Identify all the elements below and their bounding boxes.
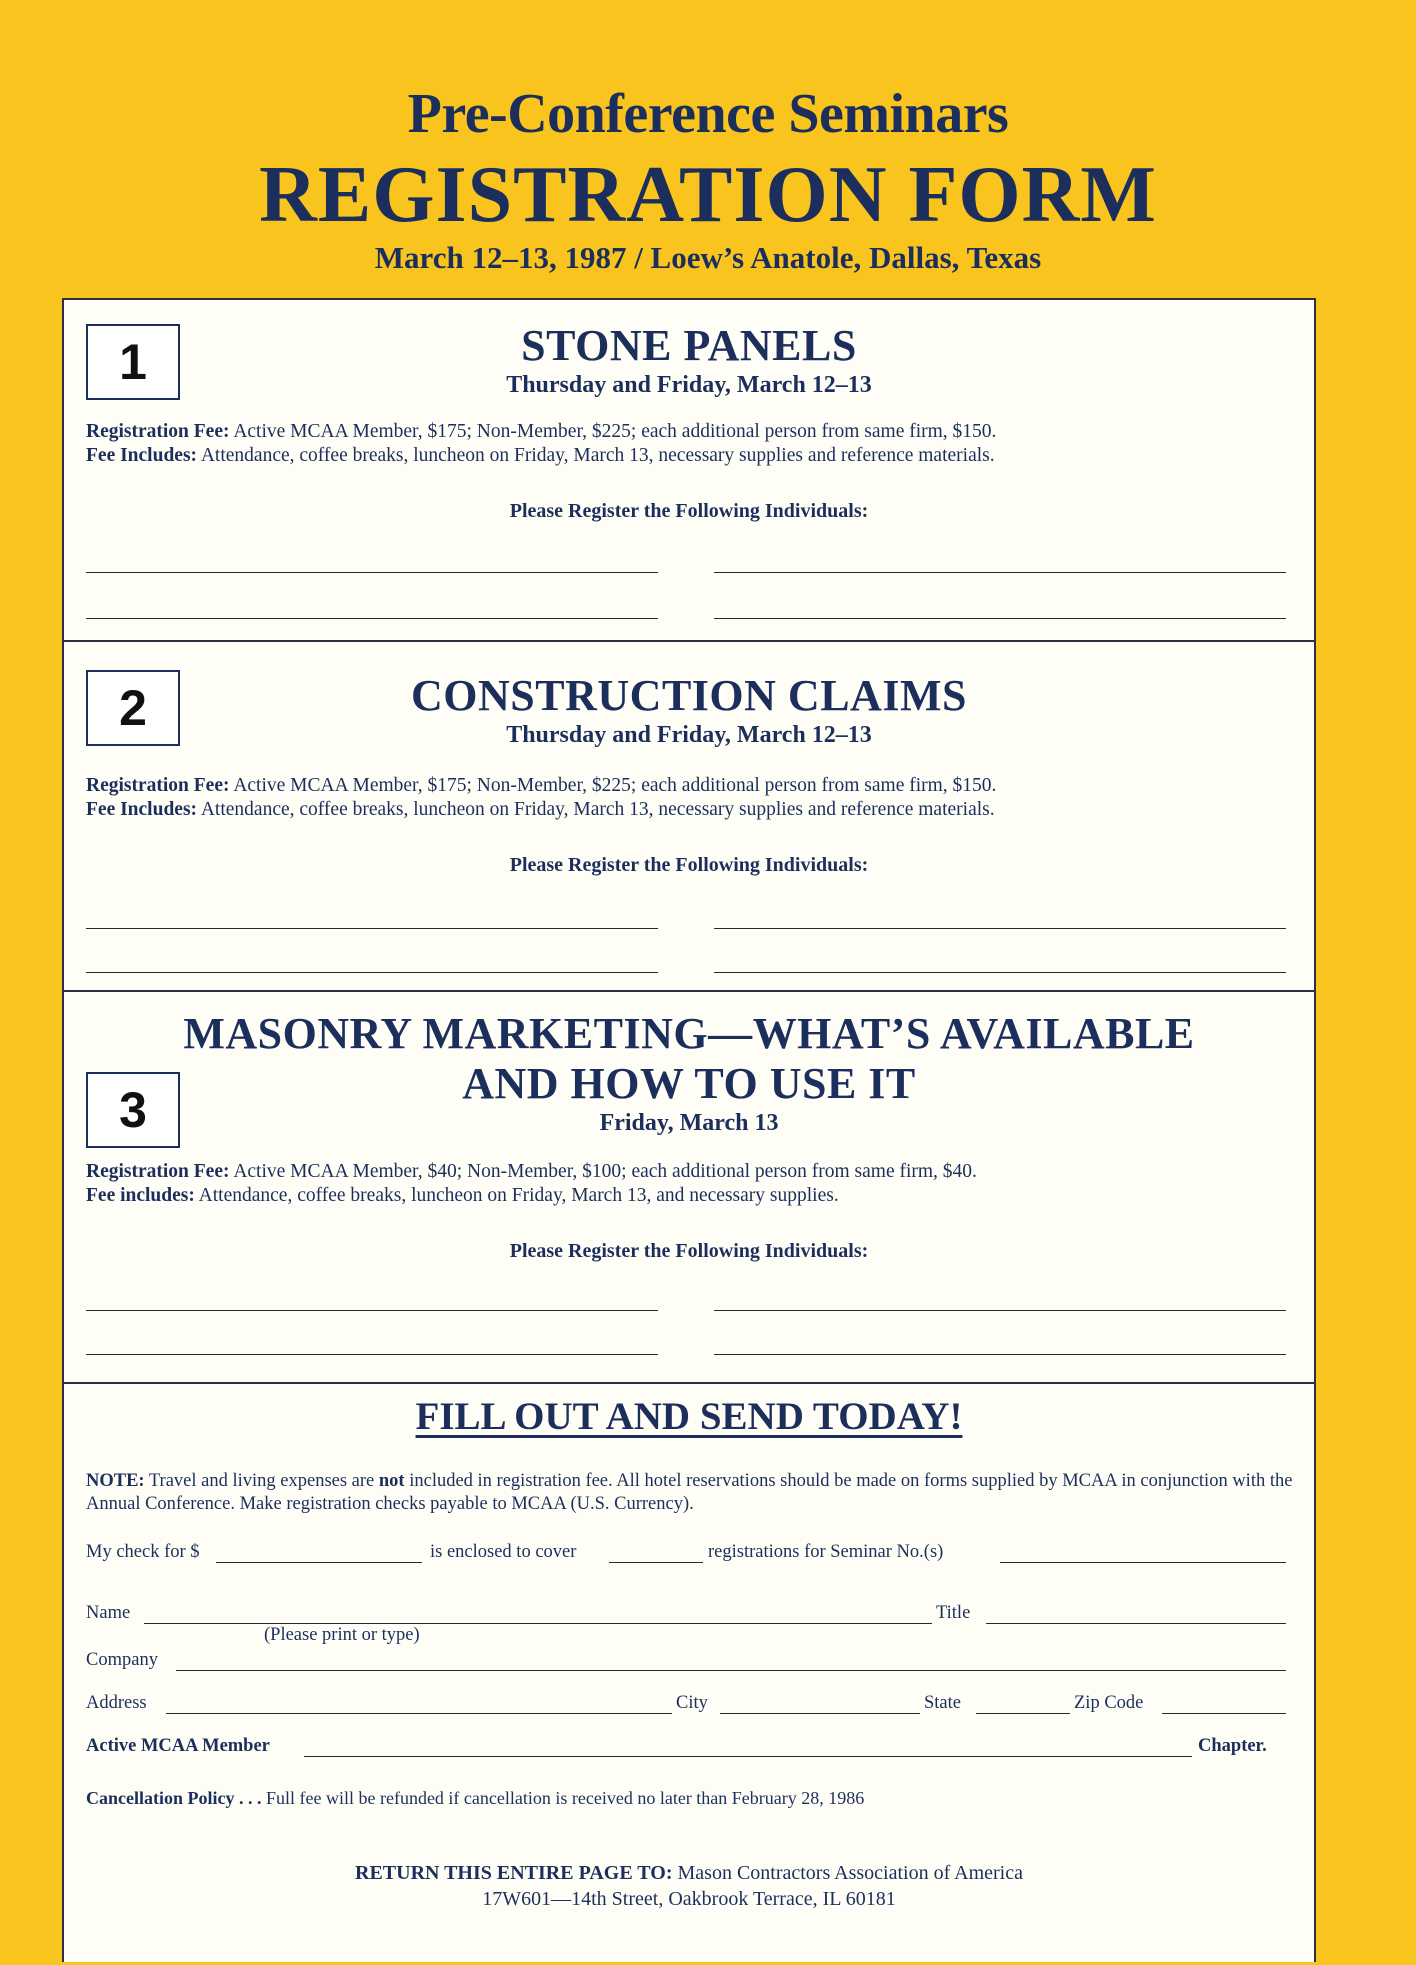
address-field[interactable]: [166, 1713, 672, 1714]
seminar-number-badge: 3: [86, 1072, 180, 1148]
seminar-section-2: [64, 640, 1314, 992]
attendee-name-line[interactable]: [86, 972, 658, 973]
attendee-name-line[interactable]: [714, 1354, 1286, 1355]
attendee-name-line[interactable]: [714, 972, 1286, 973]
company-field[interactable]: [176, 1670, 1286, 1671]
fee-includes-line: [86, 798, 1286, 822]
print-hint: (Please print or type): [264, 1625, 420, 1645]
zip-label: Zip Code: [1074, 1693, 1144, 1713]
includes-text: Attendance, coffee breaks, luncheon on Friday, March 13, necessary supplies and reference materials.: [200, 799, 995, 820]
check-suffix-label: registrations for Seminar No.(s): [708, 1542, 944, 1562]
city-field[interactable]: [720, 1713, 920, 1714]
includes-label: Fee includes:: [86, 1185, 195, 1206]
seminar-title-line1: MASONRY MARKETING—WHAT’S AVAILABLE: [183, 1009, 1195, 1058]
seminar-title: STONE PANELS: [521, 321, 857, 370]
travel-note: [86, 1470, 1296, 1516]
title-field[interactable]: [986, 1623, 1286, 1624]
name-label: Name: [86, 1603, 131, 1623]
fee-text: Active MCAA Member, $40; Non-Member, $100; each additional person from same firm, $40.: [233, 1161, 977, 1182]
return-address: 17W601—14th Street, Oakbrook Terrace, IL 60181: [482, 1888, 896, 1910]
name-field[interactable]: [144, 1623, 932, 1624]
header-subtitle: Pre-Conference Seminars: [407, 83, 1009, 145]
note-emphasis: not: [378, 1471, 405, 1491]
title-label: Title: [936, 1603, 971, 1623]
fee-label: Registration Fee:: [86, 1161, 230, 1182]
check-prefix-label: My check for $: [86, 1542, 200, 1562]
fill-out-heading: FILL OUT AND SEND TODAY!: [415, 1395, 963, 1438]
page-title: REGISTRATION FORM: [259, 151, 1157, 239]
date-location: March 12–13, 1987 / Loew’s Anatole, Dallas, Texas: [374, 240, 1042, 275]
chapter-label: Chapter.: [1198, 1736, 1267, 1756]
attendee-name-line[interactable]: [714, 572, 1286, 573]
note-text: Travel and living expenses are: [148, 1471, 375, 1491]
cancellation-text: Full fee will be refunded if cancellation is received no later than February 28, 1986: [265, 1788, 865, 1808]
registration-count-field[interactable]: [609, 1562, 703, 1563]
registration-fee-line: [86, 774, 1286, 798]
return-line-1: [64, 1860, 1314, 1886]
fee-label: Registration Fee:: [86, 775, 230, 796]
includes-text: Attendance, coffee breaks, luncheon on Friday, March 13, necessary supplies and reference materials.: [200, 445, 995, 466]
check-mid-label: is enclosed to cover: [430, 1542, 577, 1562]
state-field[interactable]: [976, 1713, 1070, 1714]
zip-field[interactable]: [1162, 1713, 1286, 1714]
return-address-block: [64, 1860, 1314, 1912]
address-label: Address: [86, 1693, 147, 1713]
attendee-name-line[interactable]: [714, 928, 1286, 929]
please-register-label: Please Register the Following Individuals:: [509, 854, 869, 876]
note-text: included in registration fee. All hotel reservations should be made on forms supplied by MCAA in conjunction with the Annual Conference. Make registration checks payable to MCAA (U.S. Currency).: [86, 1471, 1293, 1514]
seminar-title: CONSTRUCTION CLAIMS: [411, 671, 967, 720]
registration-fee-line: [86, 1160, 1286, 1184]
attendee-name-line[interactable]: [86, 928, 658, 929]
city-label: City: [676, 1693, 708, 1713]
fee-includes-line: [86, 444, 1286, 468]
fee-text: Active MCAA Member, $175; Non-Member, $225; each additional person from same firm, $150.: [233, 421, 997, 442]
registration-fee-line: [86, 420, 1286, 444]
attendee-name-line[interactable]: [714, 1310, 1286, 1311]
return-org: Mason Contractors Association of America: [677, 1862, 1023, 1884]
includes-label: Fee Includes:: [86, 445, 198, 466]
company-label: Company: [86, 1650, 158, 1670]
attendee-name-line[interactable]: [86, 1310, 658, 1311]
attendee-name-line[interactable]: [86, 618, 658, 619]
fee-includes-line: [86, 1184, 1286, 1208]
check-amount-field[interactable]: [216, 1562, 422, 1563]
cancellation-label: Cancellation Policy . . .: [86, 1788, 262, 1808]
seminar-section-3: [64, 990, 1314, 1384]
member-chapter-field[interactable]: [304, 1756, 1192, 1757]
registration-form: [62, 298, 1316, 1962]
seminar-date: Thursday and Friday, March 12–13: [506, 372, 872, 398]
seminar-numbers-field[interactable]: [1000, 1562, 1286, 1563]
seminar-title-line2: AND HOW TO USE IT: [462, 1059, 916, 1108]
attendee-name-line[interactable]: [86, 1354, 658, 1355]
fee-text: Active MCAA Member, $175; Non-Member, $225; each additional person from same firm, $150.: [233, 775, 997, 796]
seminar-number-badge: 2: [86, 670, 180, 746]
please-register-label: Please Register the Following Individuals:: [509, 500, 869, 522]
active-member-label: Active MCAA Member: [86, 1736, 270, 1756]
seminar-date: Friday, March 13: [599, 1110, 779, 1136]
note-label: NOTE:: [86, 1471, 145, 1491]
includes-label: Fee Includes:: [86, 799, 198, 820]
attendee-name-line[interactable]: [714, 618, 1286, 619]
cancellation-policy: [86, 1788, 864, 1809]
includes-text: Attendance, coffee breaks, luncheon on Friday, March 13, and necessary supplies.: [198, 1185, 839, 1206]
seminar-section-1: [64, 300, 1314, 642]
seminar-number-badge: 1: [86, 324, 180, 400]
seminar-date: Thursday and Friday, March 12–13: [506, 722, 872, 748]
fee-label: Registration Fee:: [86, 421, 230, 442]
attendee-name-line[interactable]: [86, 572, 658, 573]
state-label: State: [924, 1693, 961, 1713]
return-label: RETURN THIS ENTIRE PAGE TO:: [355, 1862, 673, 1884]
please-register-label: Please Register the Following Individuals:: [509, 1240, 869, 1262]
